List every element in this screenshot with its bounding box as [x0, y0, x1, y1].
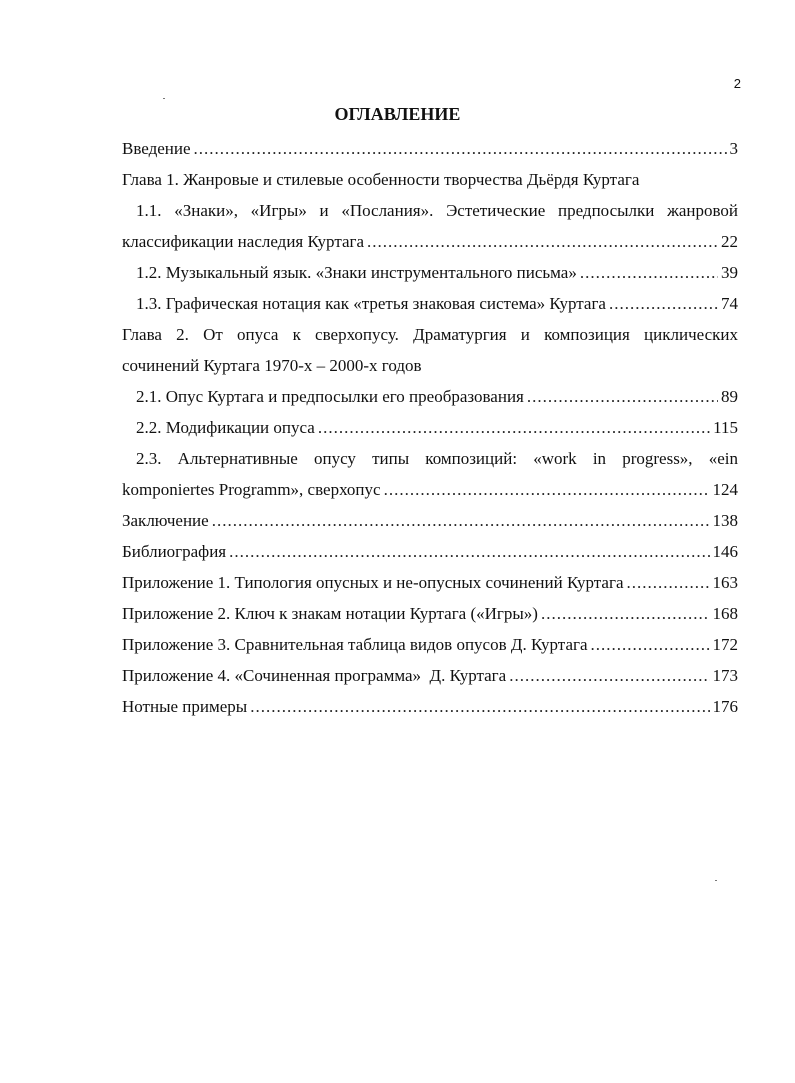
toc-entry-text: 2.2. Модификации опуса — [136, 418, 315, 437]
toc-entry-page: 89 — [721, 387, 738, 406]
dot-leader — [194, 133, 727, 164]
toc-entry-text: 1.2. Музыкальный язык. «Знаки инструментального письма» — [136, 263, 577, 282]
toc-entry-appendix-4 — [122, 660, 738, 691]
toc-entry-appendix-3 — [122, 629, 738, 660]
toc-entry-page: 115 — [713, 418, 738, 437]
toc-entry-conclusion — [122, 505, 738, 536]
toc-entry-2-3-line1 — [122, 443, 738, 474]
toc-entry-text: 2.1. Опус Куртага и предпосылки его преобразования — [136, 387, 524, 406]
toc-entry-text: Заключение — [122, 511, 209, 530]
toc-entry-page: 172 — [712, 635, 738, 654]
page-title: ОГЛАВЛЕНИЕ — [334, 104, 461, 124]
page-number: 2 — [733, 76, 741, 91]
toc-entry-text: Нотные примеры — [122, 697, 248, 716]
toc-chapter-1 — [122, 164, 738, 195]
dot-leader — [384, 474, 710, 505]
toc-entry-page: 176 — [712, 697, 738, 716]
toc-entry-text: Приложение 4. «Сочиненная программа» Д. Куртага — [122, 666, 507, 685]
toc-entry-examples — [122, 691, 738, 722]
toc-entry-text: Приложение 3. Сравнительная таблица видов опусов Д. Куртага — [122, 635, 588, 654]
dot-leader — [627, 567, 710, 598]
toc-entry-text: Приложение 2. Ключ к знакам нотации Куртага («Игры») — [122, 604, 538, 623]
toc-entry-text: komponiertes Programm», сверхопус — [122, 480, 381, 499]
toc-entry-text: 2.3. Альтернативные опусу типы композиций: «work in progress», «ein — [136, 449, 738, 468]
dot-leader — [367, 226, 718, 257]
toc-entry-1-2 — [122, 257, 738, 288]
toc-entry-intro — [122, 133, 738, 164]
toc-entry-page: 22 — [721, 232, 738, 251]
dot-leader — [250, 691, 709, 722]
toc-entry-page: 3 — [729, 139, 738, 158]
toc-entry-text: 1.1. «Знаки», «Игры» и «Послания». Эстетические предпосылки жанровой — [136, 201, 738, 220]
toc-entry-page: 138 — [712, 511, 738, 530]
dot-leader — [541, 598, 710, 629]
toc-entry-text: Введение — [122, 139, 191, 158]
toc-entry-2-1 — [122, 381, 738, 412]
dot-leader — [318, 412, 710, 443]
toc-entry-page: 39 — [721, 263, 738, 282]
toc-entry-text: Библиография — [122, 542, 227, 561]
dot-leader — [591, 629, 710, 660]
toc-entry-bibliography — [122, 536, 738, 567]
toc-entry-1-3 — [122, 288, 738, 319]
dot-leader — [509, 660, 709, 691]
toc-chapter-2-line1 — [122, 319, 738, 350]
toc-entry-page: 173 — [712, 666, 738, 685]
scan-speck — [715, 880, 717, 881]
toc-entry-2-3-line2 — [122, 474, 738, 505]
dot-leader — [229, 536, 709, 567]
scan-speck — [163, 98, 165, 99]
dot-leader — [580, 257, 718, 288]
toc-entry-page: 124 — [712, 480, 738, 499]
toc-entry-text: 1.3. Графическая нотация как «третья знаковая система» Куртага — [136, 294, 606, 313]
toc-entry-page: 74 — [721, 294, 738, 313]
toc-entry-text: классификации наследия Куртага — [122, 232, 365, 251]
toc-entry-appendix-2 — [122, 598, 738, 629]
dot-leader — [527, 381, 718, 412]
toc-entry-text: Глава 1. Жанровые и стилевые особенности творчества Дьёрдя Куртага — [122, 170, 640, 189]
toc-entry-appendix-1 — [122, 567, 738, 598]
toc-entry-1-1-line2 — [122, 226, 738, 257]
dot-leader — [212, 505, 710, 536]
toc-entry-2-2 — [122, 412, 738, 443]
table-of-contents — [122, 133, 738, 722]
toc-chapter-2-line2 — [122, 350, 738, 381]
dot-leader — [609, 288, 718, 319]
toc-entry-page: 146 — [712, 542, 738, 561]
toc-entry-text: Глава 2. От опуса к сверхопусу. Драматургия и композиция циклических — [122, 325, 738, 344]
toc-entry-page: 168 — [712, 604, 738, 623]
toc-entry-1-1-line1 — [122, 195, 738, 226]
toc-entry-text: сочинений Куртага 1970-х – 2000-х годов — [122, 356, 422, 375]
toc-entry-text: Приложение 1. Типология опусных и не-опусных сочинений Куртага — [122, 573, 624, 592]
toc-entry-page: 163 — [712, 573, 738, 592]
